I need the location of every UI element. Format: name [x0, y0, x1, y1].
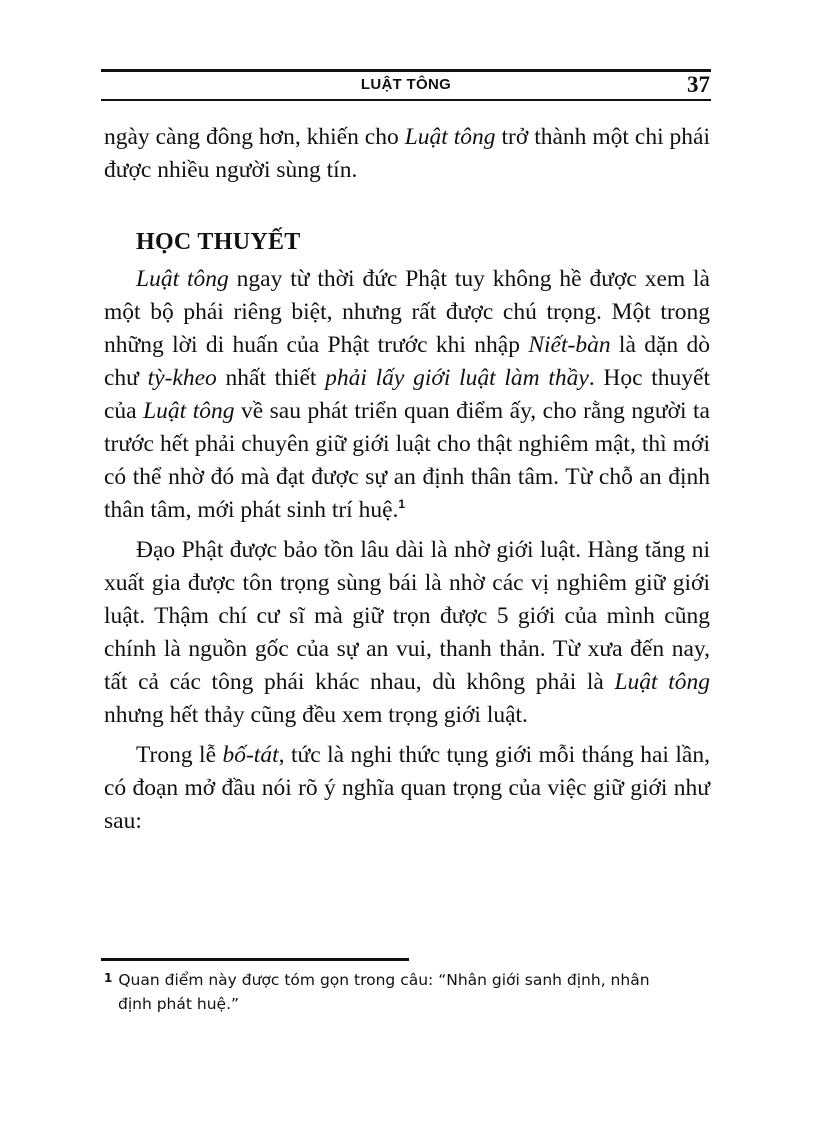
italic-term: phải lấy giới luật làm thầy [325, 365, 589, 391]
text-run: Trong lễ [136, 742, 223, 768]
text-run: nhất thiết [216, 365, 326, 391]
header-top-rule [101, 69, 711, 72]
italic-term: Luật tông [614, 669, 710, 695]
text-run: là dặn dò chư [104, 332, 710, 391]
text-run: ngay từ thời đức Phật tuy không hề được xem là một bộ phái riêng biệt, nhưng rất được chú trọng. Một trong những lời di huấn của Phật trước khi nhập [104, 266, 710, 358]
text-run: Đạo Phật được bảo tồn lâu dài là nhờ giới luật. Hàng tăng ni xuất gia được tôn trọng sùng bái là nhờ các vị nghiêm giữ giới luật. Thậm chí cư sĩ mà giữ trọn được 5 giới của mình cũng chính là nguồn gốc của sự an vui, thanh thản. Từ xưa đến nay, tất cả các tông phái khác nhau, dù không phải là [104, 537, 710, 695]
italic-term: Luật tông [404, 124, 496, 150]
footnote-reference[interactable]: 1 [398, 497, 406, 512]
italic-term: Niết-bàn [528, 332, 611, 358]
italic-term: Luật tông [136, 266, 229, 292]
text-run: , tức là nghi thức tụng giới mỗi tháng hai lần, có đoạn mở đầu nói rõ ý nghĩa quan trọng của việc giữ giới như sau: [104, 742, 710, 834]
italic-term: tỳ-kheo [147, 365, 217, 391]
header-bottom-rule [101, 99, 711, 101]
italic-term: Luật tông [143, 398, 235, 424]
footnote [104, 968, 710, 1016]
page-number: 37 [687, 72, 710, 97]
footnote-separator [101, 958, 409, 961]
text-run: về sau phát triển quan điểm ấy, cho rằng người ta trước hết phải chuyên giữ giới luật cho thật nghiêm mật, thì mới có thể nhờ đó mà đạt được sự an định thân tâm. Từ chỗ an định thân tâm, mới phát sinh trí huệ. [104, 398, 710, 523]
running-title: LUẬT TÔNG [360, 76, 452, 93]
footnote-text-line2: định phát huệ.” [118, 995, 240, 1013]
paragraph [104, 739, 710, 838]
paragraph-continuation [104, 121, 710, 187]
text-run: ngày càng đông hơn, khiến cho [104, 124, 405, 150]
paragraph [104, 534, 710, 732]
italic-term: bố-tát [222, 742, 279, 768]
text-run: nhưng hết thảy cũng đều xem trọng giới luật. [104, 702, 528, 728]
section-heading: HỌC THUYẾT [136, 229, 301, 255]
footnote-text-line1: Quan điểm này được tóm gọn trong câu: “Nhân giới sanh định, nhân [118, 971, 650, 989]
text-run: trở thành một chi phái được nhiều người sùng tín. [104, 124, 711, 183]
body-text [104, 121, 710, 838]
footnote-number: 1 [104, 971, 113, 985]
paragraph [104, 263, 710, 527]
text-run: . Học thuyết của [104, 365, 711, 424]
